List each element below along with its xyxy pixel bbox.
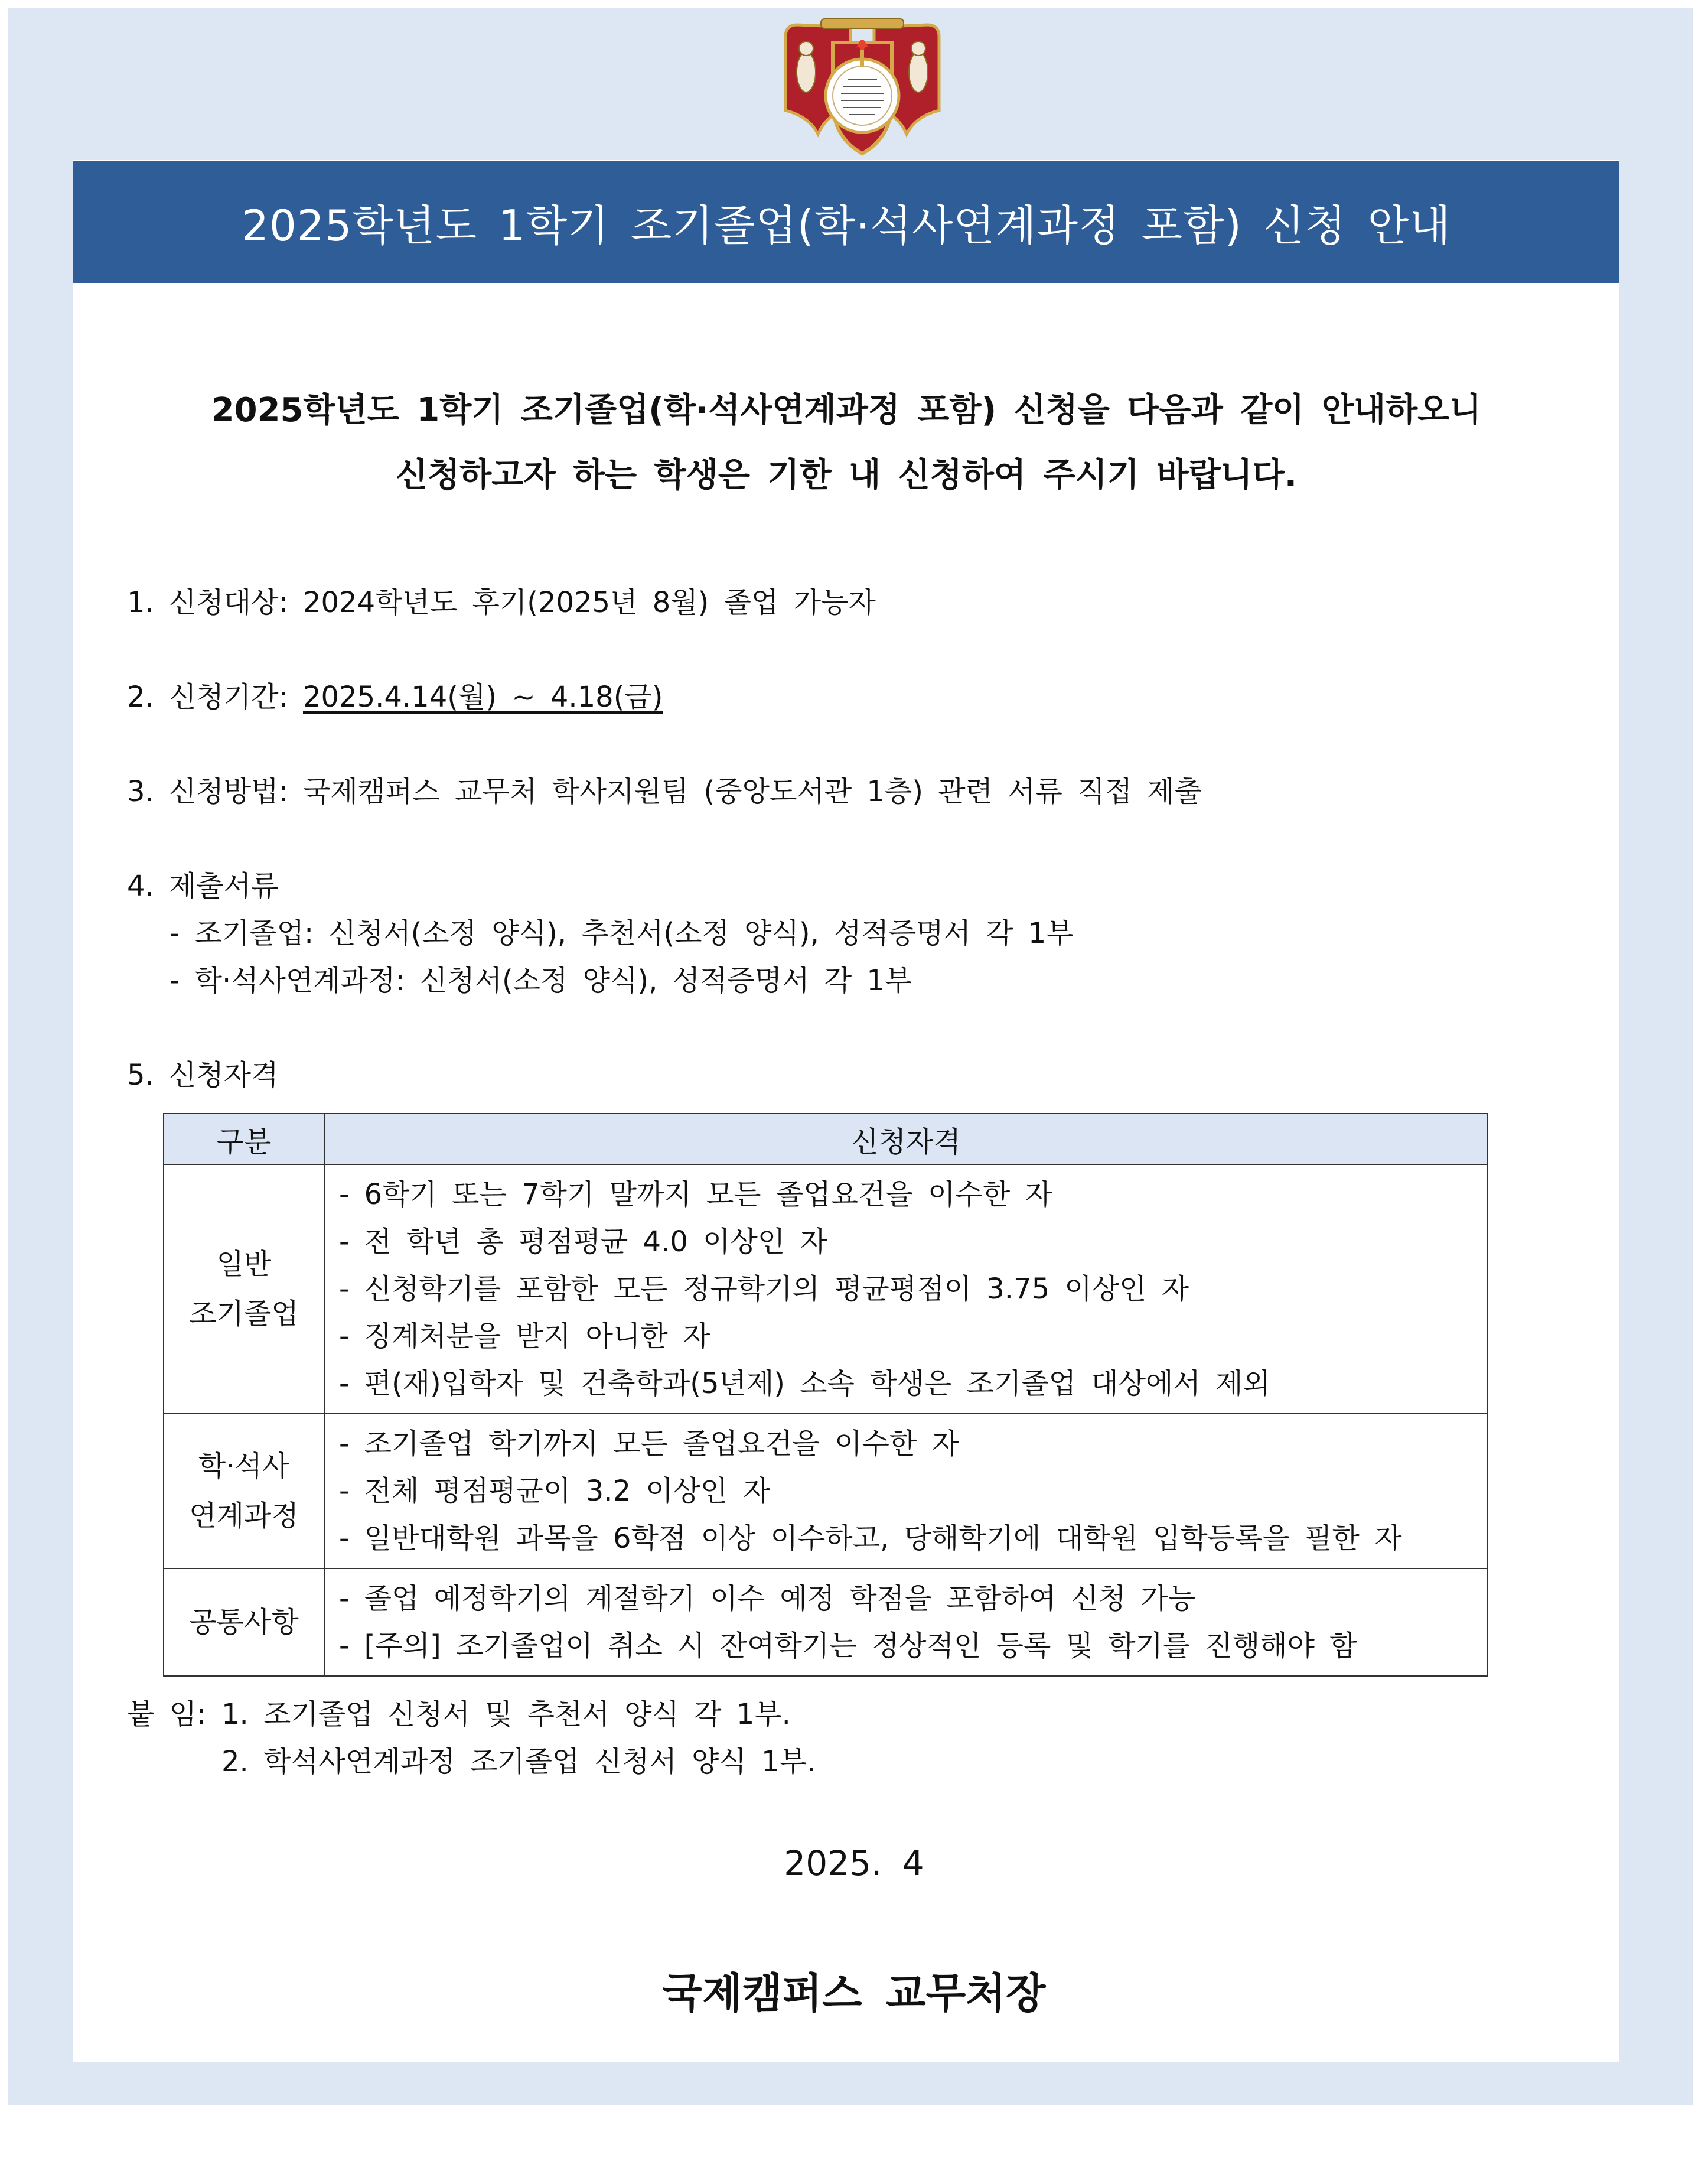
table-criteria-cell [324,1164,1488,1414]
table-category-cell [164,1568,324,1676]
attachments-label: 붙 임: [127,1698,207,1731]
criteria-line: - [주의] 조기졸업이 취소 시 잔여학기는 정상적인 등록 및 학기를 진행해야 함 [339,1629,1357,1662]
table-category-cell [164,1414,324,1568]
item-target: 1. 신청대상: 2024학년도 후기(2025년 8월) 졸업 가능자 [127,586,876,619]
intro-paragraph [73,378,1619,508]
category-label: 학·석사 [198,1450,290,1483]
table-header-row [164,1114,1488,1164]
table-criteria-cell [324,1568,1488,1676]
table-criteria-cell [324,1414,1488,1568]
table-category-cell [164,1164,324,1414]
criteria-line: - 일반대학원 과목을 6학점 이상 이수하고, 당해학기에 대학원 입학등록을 필한 자 [339,1522,1402,1555]
category-label: 조기졸업 [189,1297,299,1330]
category-label: 공통사항 [189,1606,299,1639]
signer: 국제캠퍼스 교무처장 [662,1969,1046,2017]
category-label: 일반 [216,1248,272,1281]
item-qualification-heading: 5. 신청자격 [127,1059,279,1092]
item-period-value: 2025.4.14(월) ~ 4.18(금) [302,681,663,714]
criteria-line: - 전체 평점평균이 3.2 이상인 자 [339,1475,770,1508]
table-row [164,1164,1488,1414]
item-docs-line: - 학·석사연계과정: 신청서(소정 양식), 성적증명서 각 1부 [170,964,912,997]
item-period [127,679,663,715]
item-docs-heading: 4. 제출서류 [127,870,279,903]
intro-line-2: 신청하고자 하는 학생은 기한 내 신청하여 주시기 바랍니다. [395,456,1298,494]
qualification-table [163,1113,1488,1677]
criteria-line: - 조기졸업 학기까지 모든 졸업요건을 이수한 자 [339,1427,959,1460]
item-method: 3. 신청방법: 국제캠퍼스 교무처 학사지원팀 (중앙도서관 1층) 관련 서류 직접 제출 [127,775,1202,808]
criteria-line: - 전 학년 총 평점평균 4.0 이상인 자 [339,1225,827,1258]
document-title: 2025학년도 1학기 조기졸업(학·석사연계과정 포함) 신청 안내 [242,201,1451,250]
item-period-label: 2. 신청기간: [127,681,303,714]
criteria-line: - 졸업 예정학기의 계절학기 이수 예정 학점을 포함하여 신청 가능 [339,1582,1196,1615]
attachment-item: 1. 조기졸업 신청서 및 추천서 양식 각 1부. [221,1698,791,1731]
title-banner [73,161,1619,283]
criteria-line: - 징계처분을 받지 아니한 자 [339,1320,710,1353]
intro-line-1: 2025학년도 1학기 조기졸업(학·석사연계과정 포함) 신청을 다음과 같이 안내하오니 [211,391,1482,429]
criteria-line: - 편(재)입학자 및 건축학과(5년제) 소속 학생은 조기졸업 대상에서 제외 [339,1367,1270,1400]
category-label: 연계과정 [189,1499,299,1532]
attachment-item: 2. 학석사연계과정 조기졸업 신청서 양식 1부. [221,1745,816,1778]
university-emblem-logo [762,13,963,161]
table-header-category: 구분 [164,1114,324,1164]
table-header-criteria: 신청자격 [324,1114,1488,1164]
criteria-line: - 신청학기를 포함한 모든 정규학기의 평균평점이 3.75 이상인 자 [339,1272,1189,1306]
item-docs-line: - 조기졸업: 신청서(소정 양식), 추천서(소정 양식), 성적증명서 각 1부 [170,917,1074,950]
table-row [164,1568,1488,1676]
criteria-line: - 6학기 또는 7학기 말까지 모든 졸업요건을 이수한 자 [339,1178,1052,1211]
table-row [164,1414,1488,1568]
issue-date: 2025. 4 [784,1843,924,1883]
